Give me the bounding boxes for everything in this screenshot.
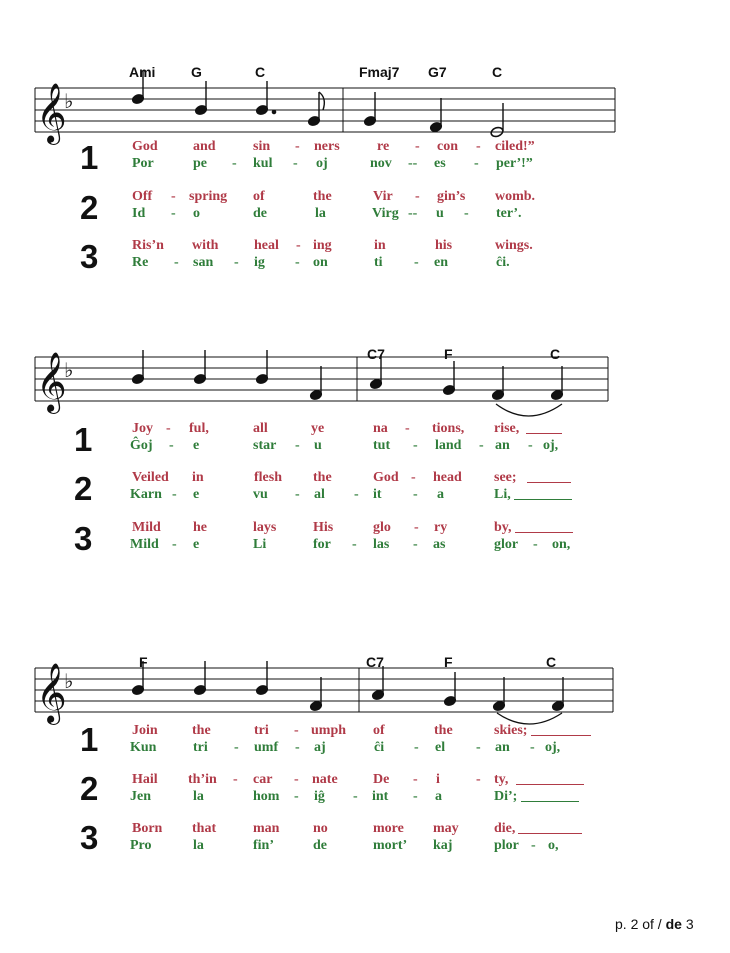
lyric-english: - (295, 139, 300, 154)
lyric-english: more (373, 821, 404, 836)
verse-number: 2 (80, 770, 99, 807)
lyric-esperanto: iĝ (314, 789, 325, 804)
lyric-english: umph (311, 723, 347, 738)
page-prefix: p. 2 of / (615, 916, 662, 932)
lyric-esperanto: -- (408, 206, 418, 221)
lyric-esperanto: fin’ (253, 838, 274, 853)
lyric-english: head (433, 470, 462, 485)
lyric-esperanto: e (193, 487, 200, 502)
flat-sign-icon: ♭ (64, 669, 74, 693)
lyric-english: skies; (494, 723, 528, 738)
lyric-english: re (377, 139, 390, 154)
lyric-esperanto: o (193, 206, 200, 221)
page-word: de (665, 916, 682, 932)
lyric-english: lays (253, 520, 277, 535)
lyric-english: Mild (132, 520, 161, 535)
lyric-esperanto: - (169, 438, 174, 453)
lyric-esperanto: Di’; (494, 789, 518, 804)
lyric-esperanto: per’!” (496, 156, 533, 171)
lyric-esperanto: an (495, 438, 510, 453)
chord-symbol: F (139, 654, 148, 670)
lyric-esperanto: oj, (543, 438, 559, 453)
lyric-english: ye (311, 421, 325, 436)
lyric-english: na (373, 421, 388, 436)
lyric-esperanto: - (295, 438, 300, 453)
chord-symbol: Fmaj7 (359, 64, 400, 80)
lyric-english: flesh (254, 470, 282, 485)
lyric-esperanto: al (314, 487, 325, 502)
lyric-esperanto: oj, (545, 740, 561, 755)
flat-sign-icon: ♭ (64, 358, 74, 382)
lyric-esperanto: - (294, 789, 299, 804)
lyric-english: th’in (188, 772, 217, 787)
lyric-english: man (253, 821, 280, 836)
lyric-esperanto: tri (193, 740, 208, 755)
lyric-english: tri (254, 723, 269, 738)
lyric-english: the (434, 723, 453, 738)
page-indicator (615, 916, 694, 932)
lyric-esperanto: kul (253, 156, 273, 171)
lyric-english: womb. (495, 189, 536, 204)
lyric-english: wings. (495, 238, 533, 253)
chord-symbol: C (550, 346, 561, 362)
lyric-esperanto: - (476, 740, 481, 755)
chord-symbol: F (444, 346, 453, 362)
lyric-english: con (437, 139, 458, 154)
lyric-esperanto: - (533, 537, 538, 552)
lyric-esperanto: ĉi (374, 740, 385, 755)
chord-symbol: G (191, 64, 202, 80)
lyric-esperanto: Virg (372, 206, 399, 221)
lyric-english: Hail (132, 772, 158, 787)
lyric-english: Off (132, 189, 153, 204)
lyric-esperanto: es (434, 156, 446, 171)
verse-number: 3 (74, 520, 93, 557)
lyric-english: with (192, 238, 219, 253)
lyric-esperanto: de (253, 206, 267, 221)
treble-clef-icon: 𝄞 (36, 663, 67, 723)
lyric-esperanto: - (530, 740, 535, 755)
lyric-english: - (413, 772, 418, 787)
lyric-english: ciled!” (495, 139, 535, 154)
lyric-esperanto: Re (132, 255, 149, 270)
lyric-esperanto: Kun (130, 740, 157, 755)
lyric-english: God (132, 139, 158, 154)
chord-symbol: C7 (366, 654, 384, 670)
lyric-english: - (415, 189, 420, 204)
lyric-esperanto: la (193, 838, 204, 853)
lyric-esperanto: land (435, 438, 462, 453)
chord-symbol: C (255, 64, 266, 80)
lyric-english: the (313, 470, 332, 485)
lyric-extender (531, 724, 591, 736)
lyric-esperanto: vu (253, 487, 268, 502)
lyric-esperanto: on (313, 255, 328, 270)
lyric-esperanto: - (171, 206, 176, 221)
lyric-esperanto: ĉi. (496, 255, 510, 270)
lyric-esperanto: star (253, 438, 277, 453)
lyric-english: that (192, 821, 217, 836)
lyric-esperanto: - (354, 487, 359, 502)
chord-symbol: G7 (428, 64, 447, 80)
lyric-esperanto: on, (552, 537, 571, 552)
lyric-english: in (374, 238, 386, 253)
lyric-esperanto: de (313, 838, 327, 853)
lyric-english: tions, (432, 421, 465, 436)
lyric-english: ful, (189, 421, 209, 436)
verse-number: 1 (80, 721, 99, 758)
lyric-english: ing (313, 238, 332, 253)
lyric-esperanto: - (413, 487, 418, 502)
lyric-esperanto: Jen (130, 789, 151, 804)
lyric-esperanto: - (295, 255, 300, 270)
lyric-english: Born (132, 821, 163, 836)
lyric-english: - (415, 139, 420, 154)
lyric-esperanto: Id (132, 206, 146, 221)
lyric-esperanto: Ĝoj (130, 438, 153, 453)
lyric-esperanto: - (413, 789, 418, 804)
chord-symbol: C (546, 654, 557, 670)
lyric-esperanto: a (437, 487, 444, 502)
lyric-esperanto: - (413, 537, 418, 552)
lyric-english: the (192, 723, 211, 738)
lyric-esperanto: it (373, 487, 382, 502)
lyric-esperanto: nov (370, 156, 392, 171)
lyric-english: God (373, 470, 399, 485)
lyric-english: De (373, 772, 390, 787)
lyric-english: i (436, 772, 440, 787)
lyric-english: spring (189, 189, 228, 204)
lyric-esperanto: Li (253, 537, 267, 552)
lyric-esperanto: - (414, 255, 419, 270)
lyric-esperanto: la (315, 206, 326, 221)
lyric-english: ners (314, 139, 340, 154)
lyric-english: may (433, 821, 459, 836)
lyric-esperanto: kaj (433, 838, 453, 853)
lyric-english: see; (494, 470, 517, 485)
lyric-esperanto: - (174, 255, 179, 270)
lyric-english: his (435, 238, 453, 253)
lyric-esperanto: - (293, 156, 298, 171)
lyric-english: rise, (494, 421, 520, 436)
lyric-english: - (166, 421, 171, 436)
lyric-esperanto: Pro (130, 838, 152, 853)
lyric-esperanto: mort’ (373, 838, 408, 853)
verse-number: 1 (74, 421, 93, 458)
lyric-english: - (296, 238, 301, 253)
lyric-extender (516, 773, 584, 785)
treble-clef-icon: 𝄞 (36, 83, 67, 143)
lyric-esperanto: a (435, 789, 442, 804)
lyric-english: all (253, 421, 268, 436)
lyric-esperanto: la (193, 789, 204, 804)
lyric-esperanto: - (531, 838, 536, 853)
lyric-english: - (233, 772, 238, 787)
lyric-esperanto: en (434, 255, 448, 270)
lyric-esperanto: - (528, 438, 533, 453)
lyric-esperanto: -- (408, 156, 418, 171)
lyric-english: - (171, 189, 176, 204)
lyric-english: gin’s (437, 189, 466, 204)
lyric-esperanto: oj (316, 156, 328, 171)
lyric-english: - (476, 139, 481, 154)
lyric-esperanto: - (234, 255, 239, 270)
lyric-english: ry (434, 520, 448, 535)
lyric-esperanto: - (234, 740, 239, 755)
lyric-english: - (476, 772, 481, 787)
lyric-english: of (373, 723, 385, 738)
lyric-esperanto: as (433, 537, 446, 552)
lyric-esperanto: - (295, 740, 300, 755)
lyric-esperanto: Karn (130, 487, 162, 502)
lyric-esperanto: - (474, 156, 479, 171)
lyric-esperanto: - (464, 206, 469, 221)
lyric-english: by, (494, 520, 512, 535)
lyric-esperanto: san (193, 255, 214, 270)
verse-number: 2 (80, 189, 99, 226)
lyric-esperanto: - (414, 740, 419, 755)
lyric-esperanto: aj (314, 740, 326, 755)
lyric-esperanto: - (232, 156, 237, 171)
lyric-english: he (193, 520, 207, 535)
lyric-english: Vir (373, 189, 393, 204)
lyric-english: His (313, 520, 334, 535)
lyric-esperanto: Li, (494, 487, 511, 502)
lyric-english: Joy (132, 421, 153, 436)
lyric-esperanto: - (352, 537, 357, 552)
lyric-english: - (414, 520, 419, 535)
lyric-extender (518, 822, 582, 834)
chord-symbol: Ami (129, 64, 156, 80)
lyric-esperanto: int (372, 789, 389, 804)
lyric-esperanto: - (172, 487, 177, 502)
lyric-esperanto: Por (132, 156, 154, 171)
lyric-esperanto: for (313, 537, 331, 552)
lyric-english: - (294, 772, 299, 787)
lyric-english: glo (373, 520, 391, 535)
lyric-english: nate (312, 772, 338, 787)
flat-sign-icon: ♭ (64, 89, 74, 113)
lyric-esperanto: el (435, 740, 446, 755)
verse-number: 1 (80, 139, 99, 176)
lyric-esperanto: o, (548, 838, 559, 853)
lyric-esperanto: u (436, 206, 444, 221)
lyric-english: die, (494, 821, 516, 836)
chord-symbol: F (444, 654, 453, 670)
lyric-english: and (193, 139, 216, 154)
lyric-english: - (411, 470, 416, 485)
lyric-esperanto: glor (494, 537, 519, 552)
lyric-extender (521, 790, 579, 802)
treble-clef-icon: 𝄞 (36, 352, 67, 412)
lyric-esperanto: Mild (130, 537, 159, 552)
lyric-esperanto: - (295, 487, 300, 502)
lyric-english: ty, (494, 772, 509, 787)
lyric-esperanto: - (479, 438, 484, 453)
lyric-english: Ris’n (132, 238, 164, 253)
chord-symbol: C7 (367, 346, 385, 362)
lyric-esperanto: an (495, 740, 510, 755)
lyric-esperanto: ter’. (496, 206, 522, 221)
lyric-esperanto: - (413, 438, 418, 453)
lyric-english: the (313, 189, 332, 204)
lyric-esperanto: pe (193, 156, 207, 171)
lyric-esperanto: e (193, 537, 200, 552)
lyric-esperanto: ig (254, 255, 265, 270)
lyric-english: in (192, 470, 204, 485)
verse-number: 3 (80, 819, 99, 856)
lyric-esperanto: hom (253, 789, 280, 804)
lyric-esperanto: u (314, 438, 322, 453)
page-total: 3 (685, 916, 694, 932)
verse-number: 3 (80, 238, 99, 275)
lyric-esperanto: ti (374, 255, 383, 270)
lyric-english: heal (254, 238, 279, 253)
lyric-esperanto: tut (373, 438, 391, 453)
lyric-esperanto: plor (494, 838, 519, 853)
lyric-esperanto: - (172, 537, 177, 552)
lyric-esperanto: las (373, 537, 390, 552)
lyric-english: Join (132, 723, 158, 738)
lyric-english: Veiled (132, 470, 169, 485)
lyric-english: of (253, 189, 265, 204)
lyric-esperanto: e (193, 438, 200, 453)
verse-number: 2 (74, 470, 93, 507)
lyric-english: car (253, 772, 273, 787)
lyric-esperanto: umf (254, 740, 279, 755)
lyric-english: - (294, 723, 299, 738)
lyric-esperanto: - (353, 789, 358, 804)
chord-symbol: C (492, 64, 503, 80)
lyric-english: no (313, 821, 328, 836)
lyric-english: sin (253, 139, 271, 154)
lyric-english: - (405, 421, 410, 436)
